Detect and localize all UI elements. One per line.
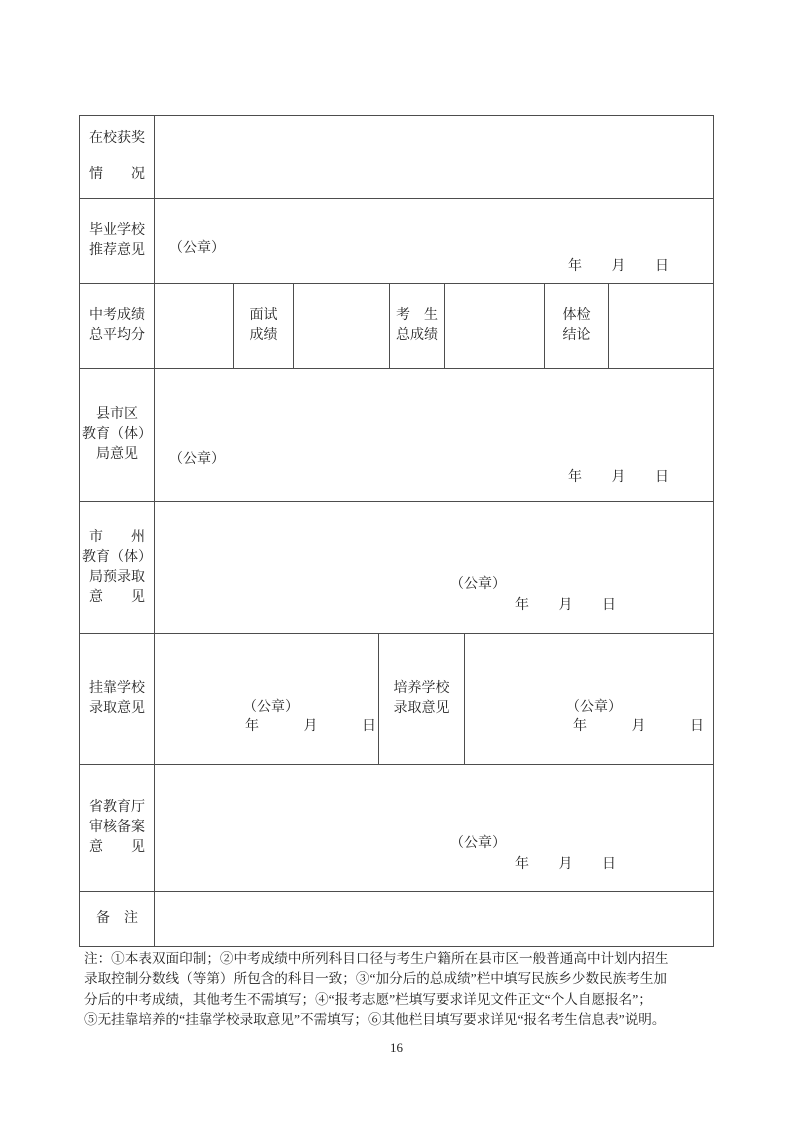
footnote-line-2: 录取控制分数线（等第）所包含的科目一致；③“加分后的总成绩”栏中填写民族乡少数民族考生加 <box>84 971 668 987</box>
school-recommend-label-line2: 推荐意见 <box>89 243 145 258</box>
physical-label-line2: 结论 <box>562 328 591 343</box>
candidate-total-label-line1: 考 生 <box>396 308 438 323</box>
row-awards <box>80 116 713 199</box>
row-school-admission-opinions <box>80 634 713 765</box>
awards-label-line1: 在校获奖 <box>89 131 145 146</box>
province-label-line2: 审核备案 <box>89 820 145 835</box>
admission-review-table <box>79 115 714 947</box>
city-label-line4: 意 见 <box>89 589 145 605</box>
training-school-label <box>379 634 465 764</box>
city-label-line2: 教育（体） <box>82 549 152 565</box>
date-placeholder: 年 月 日 <box>245 719 376 734</box>
date-placeholder: 年 月 日 <box>515 598 616 613</box>
county-label-line1: 县市区 <box>96 407 138 422</box>
candidate-total-value-cell <box>445 284 545 368</box>
footnotes <box>84 949 708 1030</box>
affiliated-school-label <box>80 634 155 764</box>
remarks-label <box>80 892 155 946</box>
county-label-line2: 教育（体） <box>82 427 152 442</box>
school-recommend-label <box>80 199 155 283</box>
seal-placeholder: （公章） <box>450 836 506 851</box>
interview-score-value-cell <box>294 284 390 368</box>
physical-exam-value-cell <box>609 284 713 368</box>
school-recommend-content-cell <box>155 199 713 283</box>
date-placeholder: 年 月 日 <box>515 857 616 872</box>
affiliated-label-line1: 挂靠学校 <box>89 681 145 696</box>
footnote-line-4: ⑤无挂靠培养的“挂靠学校录取意见”不需填写；⑥其他栏目填写要求详见“报名考生信息表”说明。 <box>84 1011 666 1027</box>
county-opinion-content-cell <box>155 369 713 501</box>
seal-placeholder: （公章） <box>243 700 299 715</box>
page-number: 16 <box>390 1040 403 1055</box>
exam-avg-label <box>80 284 155 368</box>
city-preadmission-content-cell <box>155 502 713 633</box>
interview-score-label <box>234 284 294 368</box>
city-label-line1: 市 州 <box>89 529 145 545</box>
date-placeholder: 年 月 日 <box>568 470 669 485</box>
candidate-total-label <box>390 284 445 368</box>
awards-content-cell <box>155 116 713 198</box>
candidate-total-label-line2: 总成绩 <box>396 328 438 343</box>
row-school-recommend <box>80 199 713 284</box>
province-label-line3: 意 见 <box>89 840 145 855</box>
training-label-line2: 录取意见 <box>393 701 450 716</box>
school-recommend-label-line1: 毕业学校 <box>89 223 145 238</box>
county-opinion-label <box>80 369 155 501</box>
remarks-content-cell <box>155 892 713 946</box>
city-label-line3: 局预录取 <box>89 569 145 585</box>
seal-placeholder: （公章） <box>450 577 506 592</box>
province-label-line1: 省教育厅 <box>89 800 145 815</box>
row-exam-scores <box>80 284 713 369</box>
row-province-review <box>80 765 713 892</box>
remarks-label-line1: 备 注 <box>96 911 138 926</box>
date-placeholder: 年 月 日 <box>568 259 669 274</box>
interview-label-line2: 成绩 <box>249 328 278 343</box>
row-city-preadmission <box>80 502 713 634</box>
interview-label-line1: 面试 <box>249 308 278 323</box>
exam-avg-value-cell <box>155 284 234 368</box>
footnote-line-3: 分后的中考成绩，其他考生不需填写；④“报考志愿”栏填写要求详见文件正文“个人自愿报名”； <box>84 991 652 1007</box>
row-remarks <box>80 892 713 946</box>
affiliated-label-line2: 录取意见 <box>89 701 145 716</box>
awards-label-line2: 情 况 <box>89 167 145 182</box>
exam-avg-label-line1: 中考成绩 <box>89 308 145 323</box>
city-preadmission-label <box>80 502 155 633</box>
physical-exam-label <box>545 284 609 368</box>
province-review-content-cell <box>155 765 713 891</box>
awards-label <box>80 116 155 198</box>
training-label-line1: 培养学校 <box>393 681 450 696</box>
row-county-opinion <box>80 369 713 502</box>
province-review-label <box>80 765 155 891</box>
physical-label-line1: 体检 <box>562 308 591 323</box>
seal-placeholder: （公章） <box>169 452 225 467</box>
affiliated-school-content-cell <box>155 634 379 764</box>
seal-placeholder: （公章） <box>169 241 225 256</box>
exam-avg-label-line2: 总平均分 <box>89 328 145 343</box>
county-label-line3: 局意见 <box>96 447 138 462</box>
seal-placeholder: （公章） <box>566 700 622 715</box>
training-school-content-cell <box>465 634 713 764</box>
footnote-line-1: 注：①本表双面印制；②中考成绩中所列科目口径与考生户籍所在县市区一般普通高中计划内招生 <box>84 951 669 966</box>
date-placeholder: 年 月 日 <box>573 719 704 734</box>
